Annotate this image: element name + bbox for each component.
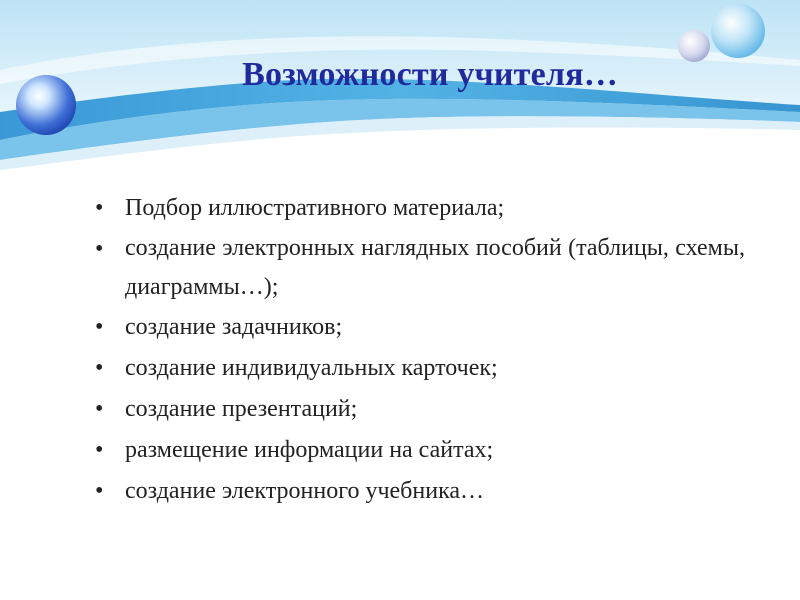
bullet-marker: • [95,396,104,422]
bullet-item [95,430,745,471]
bullet-marker: • [95,195,104,221]
bullet-item [95,307,745,348]
bullet-list [95,188,745,512]
bullet-text: создание электронных наглядных пособий (таблицы, схемы, диаграммы…); [125,235,745,300]
medium-orb [711,4,765,58]
bullet-marker: • [95,478,104,504]
bullet-text: создание презентаций; [125,396,358,422]
bullet-item [95,188,745,229]
bullet-text: создание электронного учебника… [125,478,485,504]
bullet-item [95,471,745,512]
bullet-marker: • [95,314,104,340]
bullet-item [95,348,745,389]
bullet-item [95,389,745,430]
bullet-marker: • [95,236,104,262]
header-wave-background [0,0,800,190]
bullet-text: создание индивидуальных карточек; [125,355,498,381]
bullet-marker: • [95,355,104,381]
bullet-text: размещение информации на сайтах; [125,437,494,463]
bullet-marker: • [95,437,104,463]
bullet-item [95,229,745,307]
bullet-text: создание задачников; [125,314,343,340]
bullet-text: Подбор иллюстративного материала; [125,195,505,221]
slide-title: Возможности учителя… [242,56,618,93]
